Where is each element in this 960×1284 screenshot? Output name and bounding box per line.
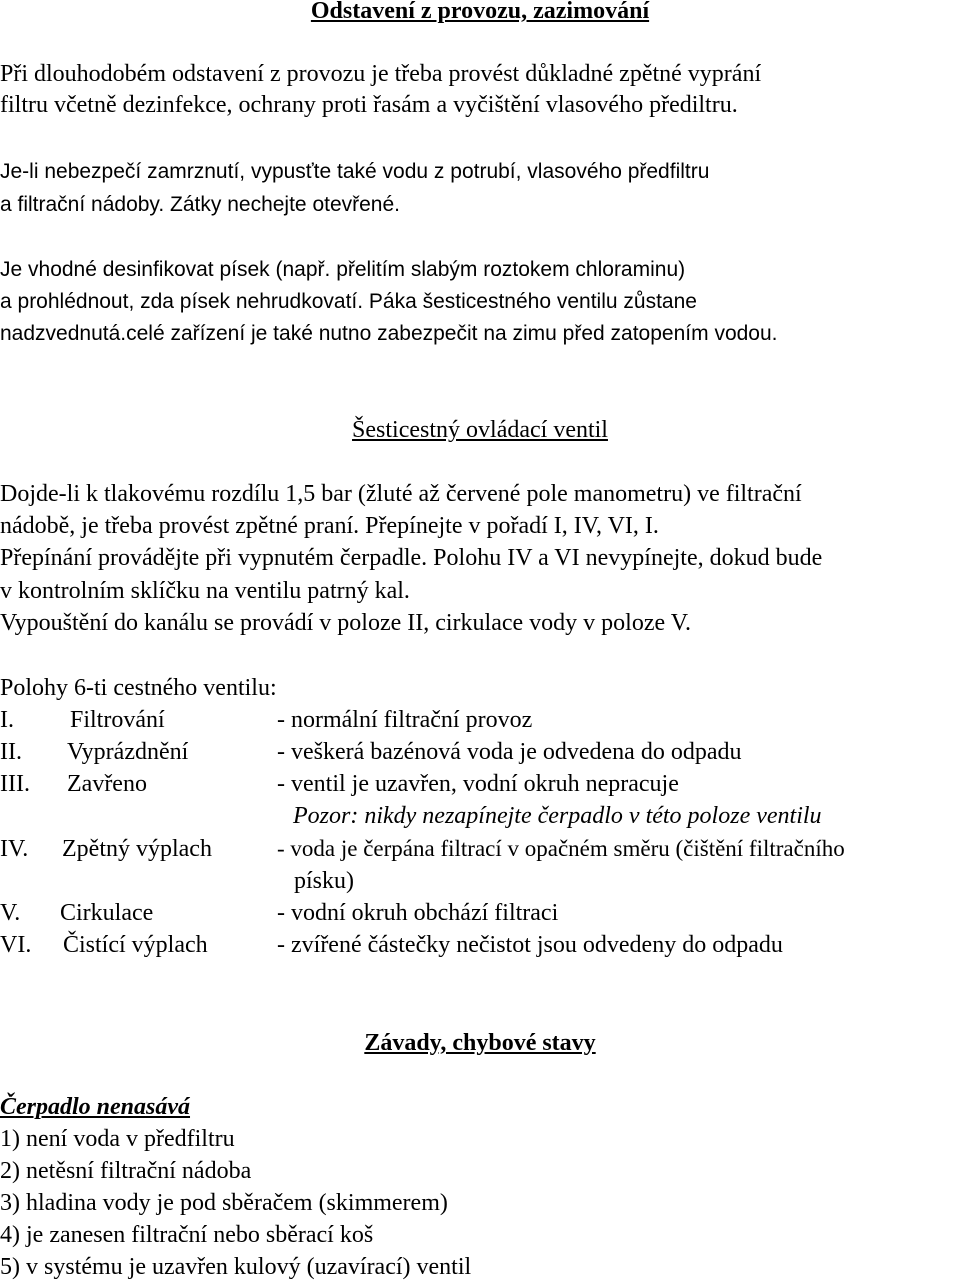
section-title-faults: Závady, chybové stavy xyxy=(364,1030,596,1056)
position-number: I. xyxy=(0,707,14,733)
position-description: - normální filtrační provoz xyxy=(277,707,533,733)
section-title-six-way-valve: Šesticestný ovládací ventil xyxy=(352,417,608,443)
paragraph-line: v kontrolním sklíčku na ventilu patrný kal. xyxy=(0,578,410,604)
paragraph-line: a prohlédnout, zda písek nehrudkovatí. Páka šesticestného ventilu zůstane xyxy=(0,290,697,313)
valve-position-row xyxy=(0,929,960,961)
paragraph-line: nadzvednutá.celé zařízení je také nutno zabezpečit na zimu před zatopením vodou. xyxy=(0,322,778,345)
position-number: VI. xyxy=(0,932,32,958)
paragraph-line: Dojde-li k tlakovému rozdílu 1,5 bar (žluté až červené pole manometru) ve filtrační xyxy=(0,481,802,507)
position-name: Zavřeno xyxy=(67,771,147,797)
fault-item: 4) je zanesen filtrační nebo sběrací koš xyxy=(0,1222,374,1248)
section-title-decommissioning: Odstavení z provozu, zazimování xyxy=(310,0,650,24)
position-name: Zpětný výplach xyxy=(62,836,212,862)
warning-note xyxy=(0,800,960,832)
paragraph-line: filtru včetně dezinfekce, ochrany proti řasám a vyčištění vlasového přediltru. xyxy=(0,92,738,118)
position-description: - veškerá bazénová voda je odvedena do odpadu xyxy=(277,739,742,765)
paragraph-line: Vypouštění do kanálu se provádí v poloze II, cirkulace vody v poloze V. xyxy=(0,610,691,636)
paragraph-line: nádobě, je třeba provést zpětné praní. Přepínejte v pořadí I, IV, VI, I. xyxy=(0,513,659,539)
paragraph-line: Při dlouhodobém odstavení z provozu je třeba provést důkladné zpětné vyprání xyxy=(0,61,762,87)
fault-item: 1) není voda v předfiltru xyxy=(0,1126,235,1152)
fault-item: 2) netěsní filtrační nádoba xyxy=(0,1158,252,1184)
position-number: II. xyxy=(0,739,22,765)
position-number: III. xyxy=(0,771,30,797)
warning-text: Pozor: nikdy nezapínejte čerpadlo v této poloze ventilu xyxy=(293,803,822,829)
position-description: - vodní okruh obchází filtraci xyxy=(277,900,559,926)
position-description: - ventil je uzavřen, vodní okruh nepracuje xyxy=(277,771,679,797)
valve-position-row xyxy=(0,897,960,929)
position-number: V. xyxy=(0,900,21,926)
position-description-continuation: písku) xyxy=(294,868,354,894)
position-number: IV. xyxy=(0,836,29,862)
valve-position-row xyxy=(0,768,960,800)
fault-subtitle: Čerpadlo nenasává xyxy=(0,1094,191,1120)
valve-position-row xyxy=(0,833,960,865)
valve-position-continuation xyxy=(0,865,960,897)
position-description: - zvířené částečky nečistot jsou odvedeny do odpadu xyxy=(277,932,783,958)
paragraph-line: Je-li nebezpečí zamrznutí, vypusťte také vodu z potrubí, vlasového předfiltru xyxy=(0,160,710,183)
position-name: Čistící výplach xyxy=(63,932,208,958)
positions-heading: Polohy 6-ti cestného ventilu: xyxy=(0,675,277,701)
fault-item: 3) hladina vody je pod sběračem (skimmerem) xyxy=(0,1190,448,1216)
paragraph-line: Je vhodné desinfikovat písek (např. přelitím slabým roztokem chloraminu) xyxy=(0,258,686,281)
paragraph-line: a filtrační nádoby. Zátky nechejte otevřené. xyxy=(0,193,401,216)
paragraph-line: Přepínání provádějte při vypnutém čerpadle. Polohu IV a VI nevypínejte, dokud bude xyxy=(0,545,823,571)
valve-position-row xyxy=(0,736,960,768)
valve-position-row xyxy=(0,704,960,736)
position-name: Vyprázdnění xyxy=(67,739,189,765)
position-name: Filtrování xyxy=(70,707,165,733)
fault-item: 5) v systému je uzavřen kulový (uzavírací) ventil xyxy=(0,1254,472,1280)
position-description: - voda je čerpána filtrací v opačném směru (čištění filtračního xyxy=(277,836,845,861)
position-name: Cirkulace xyxy=(60,900,154,926)
